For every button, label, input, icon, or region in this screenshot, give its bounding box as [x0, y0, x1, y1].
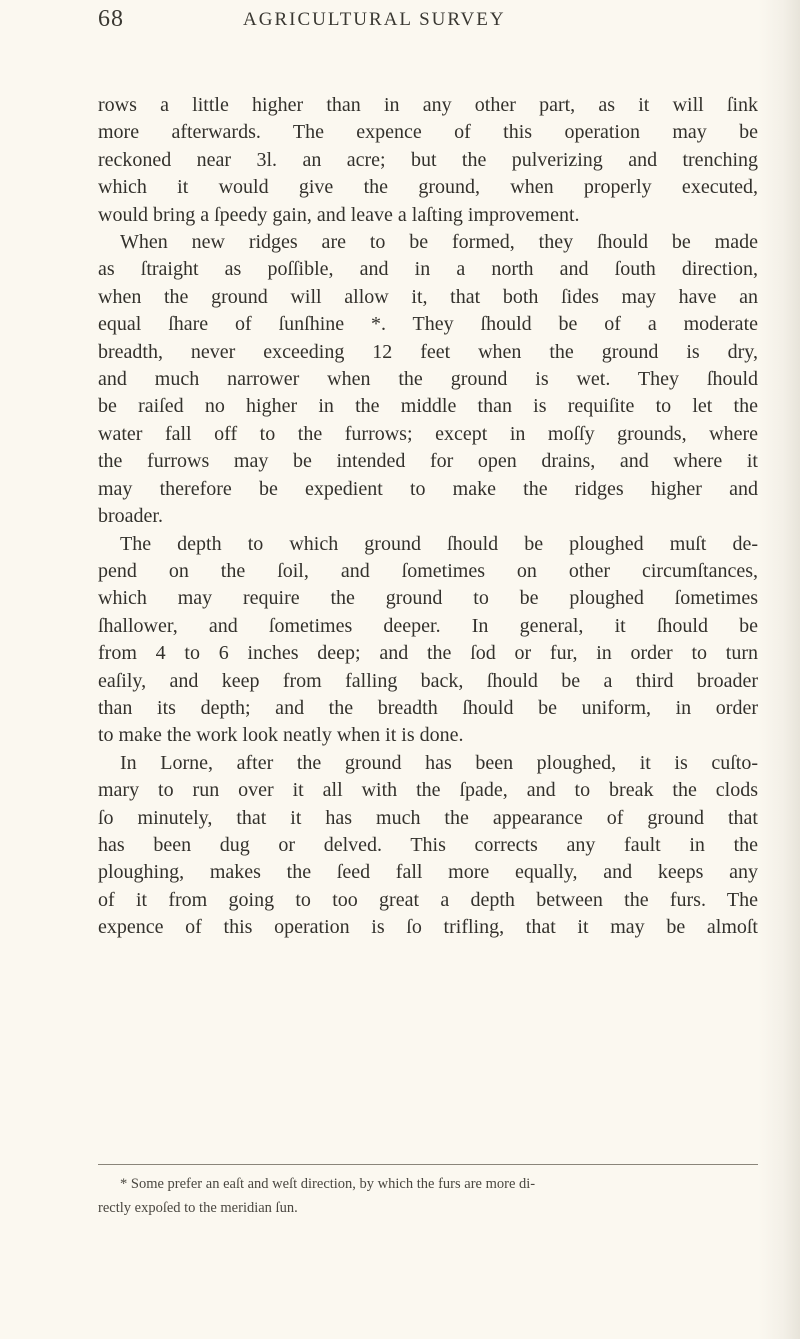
text-line: more afterwards. The expence of this operation may be	[98, 121, 758, 144]
text-line: In Lorne, after the ground has been ploughed, it is cuſto-	[120, 751, 758, 774]
text-line: water fall off to the furrows; except in moſſy grounds, where	[98, 422, 758, 445]
text-line: broader.	[98, 505, 163, 528]
text-line: rows a little higher than in any other part, as it will ſink	[98, 94, 758, 116]
text-line: ſhallower, and ſometimes deeper. In general, it ſhould be	[98, 614, 758, 637]
paragraph-continuation	[98, 92, 758, 229]
text-line: when the ground will allow it, that both ſides may have an	[98, 285, 758, 308]
paragraph-depth	[98, 531, 758, 750]
footnote-divider	[98, 1164, 758, 1165]
text-line: would bring a ſpeedy gain, and leave a laſting improvement.	[98, 203, 580, 226]
text-line: than its depth; and the breadth ſhould be uniform, in order	[98, 696, 758, 719]
text-line: may therefore be expedient to make the ridges higher and	[98, 477, 758, 500]
text-line: equal ſhare of ſunſhine *. They ſhould be of a moderate	[98, 313, 758, 336]
text-line: which it would give the ground, when properly executed,	[98, 176, 758, 199]
running-head: AGRICULTURAL SURVEY	[243, 9, 506, 30]
text-line: mary to run over it all with the ſpade, and to break the clods	[98, 779, 758, 802]
text-line: as ſtraight as poſſible, and in a north and ſouth direction,	[98, 258, 758, 281]
body-text	[98, 92, 758, 942]
text-line: the furrows may be intended for open drains, and where it	[98, 450, 758, 473]
paragraph-lorne	[98, 750, 758, 942]
text-line: reckoned near 3l. an acre; but the pulverizing and trenching	[98, 148, 758, 171]
text-line: breadth, never exceeding 12 feet when the ground is dry,	[98, 340, 758, 363]
text-line: ſo minutely, that it has much the appearance of ground that	[98, 806, 758, 829]
text-line: ploughing, makes the ſeed fall more equally, and keeps any	[98, 861, 758, 884]
text-line: of it from going to too great a depth between the furs. The	[98, 888, 758, 911]
text-line: pend on the ſoil, and ſometimes on other circumſtances,	[98, 559, 758, 582]
text-line: which may require the ground to be ploughed ſometimes	[98, 587, 758, 610]
paragraph-ridges	[98, 229, 758, 530]
text-line: and much narrower when the ground is wet. They ſhould	[98, 368, 758, 391]
text-line: When new ridges are to be formed, they ſhould be made	[120, 231, 758, 254]
footnote-line: rectly expoſed to the meridian ſun.	[98, 1200, 298, 1216]
text-line: be raiſed no higher in the middle than is requiſite to let the	[98, 395, 758, 418]
page-header	[98, 6, 758, 46]
text-line: from 4 to 6 inches deep; and the ſod or fur, in order to turn	[98, 642, 758, 665]
text-line: has been dug or delved. This corrects any fault in the	[98, 833, 758, 856]
page-number: 68	[98, 6, 124, 32]
text-line: to make the work look neatly when it is done.	[98, 724, 464, 747]
footnote	[98, 1172, 758, 1220]
page-edge-shadow	[758, 0, 800, 1339]
text-line: expence of this operation is ſo trifling, that it may be almoſt	[98, 916, 758, 939]
text-line: eaſily, and keep from falling back, ſhould be a third broader	[98, 669, 758, 692]
footnote-line: * Some prefer an eaſt and weſt direction, by which the furs are more di-	[120, 1176, 536, 1192]
text-line: The depth to which ground ſhould be ploughed muſt de-	[120, 532, 758, 555]
